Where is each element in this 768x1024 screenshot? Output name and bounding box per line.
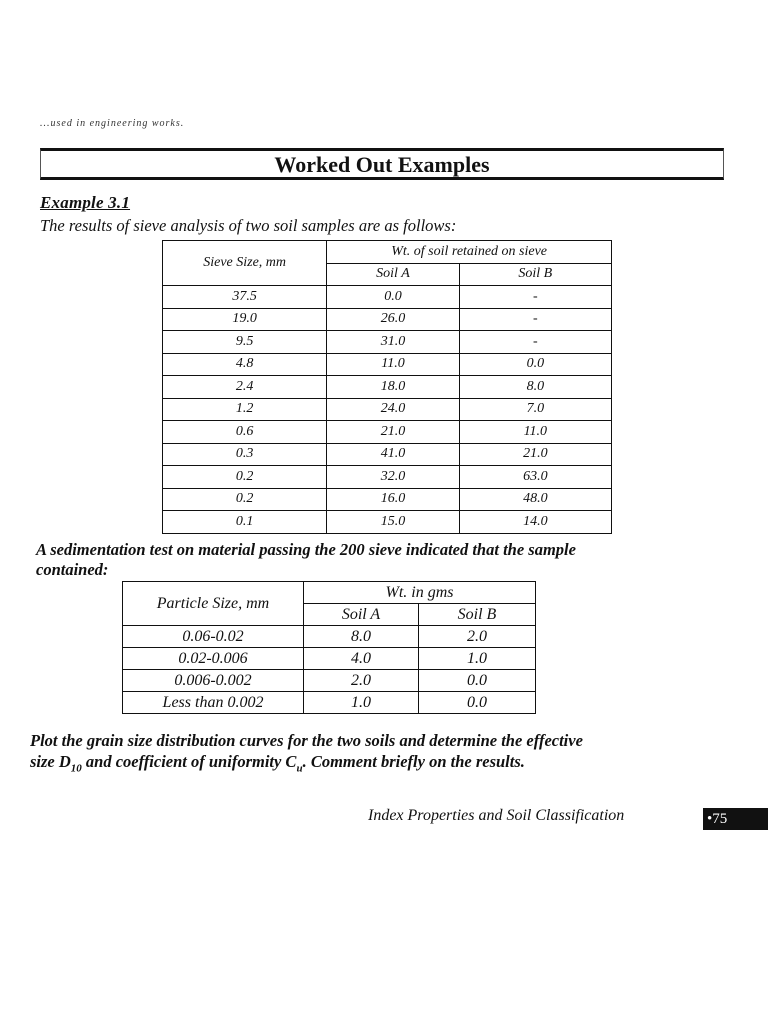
section-title: Worked Out Examples [274, 152, 490, 177]
d10-subscript: 10 [70, 762, 82, 775]
table-row [163, 308, 612, 331]
sed-table-header-row [123, 582, 536, 604]
soil-b-cell: - [459, 331, 611, 354]
soil-b-cell: 0.0 [459, 353, 611, 376]
soil-b-cell: 8.0 [459, 376, 611, 399]
sieve-table-header-row [163, 241, 612, 264]
soil-a-cell: 15.0 [327, 511, 459, 534]
header-fragment: ...used in engineering works. [40, 118, 185, 129]
footer-title: Index Properties and Soil Classification [368, 807, 625, 824]
soil-a-cell: 21.0 [327, 421, 459, 444]
soil-b-cell: - [459, 286, 611, 309]
cu-subscript: u [296, 762, 303, 775]
task-line-1: Plot the grain size distribution curves for the two soils and determine the effective [30, 731, 583, 750]
soil-b-cell: - [459, 308, 611, 331]
sieve-size-cell: 0.1 [163, 511, 327, 534]
soil-a-cell: 31.0 [327, 331, 459, 354]
soil-b-cell: 0.0 [419, 670, 536, 692]
section-title-box [40, 148, 724, 180]
soil-a-cell: 24.0 [327, 398, 459, 421]
table-row [163, 286, 612, 309]
soil-a-cell: 4.0 [304, 648, 419, 670]
sieve-soil-b-header: Soil B [459, 263, 611, 286]
table-row [163, 398, 612, 421]
sieve-size-cell: 9.5 [163, 331, 327, 354]
particle-size-header: Particle Size, mm [123, 582, 304, 626]
table-row [123, 648, 536, 670]
soil-a-cell: 11.0 [327, 353, 459, 376]
table-row [163, 353, 612, 376]
sed-soil-b-header: Soil B [419, 604, 536, 626]
example-intro: The results of sieve analysis of two soil samples are as follows: [40, 216, 457, 235]
soil-b-cell: 14.0 [459, 511, 611, 534]
sedimentation-line-1: A sedimentation test on material passing the 200 sieve indicated that the sample [36, 540, 576, 559]
table-row [163, 466, 612, 489]
sieve-size-cell: 2.4 [163, 376, 327, 399]
soil-a-cell: 8.0 [304, 626, 419, 648]
sieve-size-cell: 1.2 [163, 398, 327, 421]
soil-b-cell: 7.0 [459, 398, 611, 421]
sedimentation-line-2: contained: [36, 560, 109, 579]
soil-a-cell: 41.0 [327, 443, 459, 466]
soil-b-cell: 0.0 [419, 692, 536, 714]
soil-b-cell: 2.0 [419, 626, 536, 648]
sieve-group-header: Wt. of soil retained on sieve [327, 241, 612, 264]
sieve-soil-a-header: Soil A [327, 263, 459, 286]
task-uniformity-text: and coefficient of uniformity C [81, 752, 297, 771]
task-size-text: size D [30, 752, 71, 771]
task-line-2 [30, 752, 525, 778]
table-row [163, 376, 612, 399]
table-row [123, 670, 536, 692]
soil-a-cell: 16.0 [327, 488, 459, 511]
example-label: Example 3.1 [40, 193, 131, 212]
soil-b-cell: 63.0 [459, 466, 611, 489]
soil-a-cell: 2.0 [304, 670, 419, 692]
table-row [123, 692, 536, 714]
soil-a-cell: 32.0 [327, 466, 459, 489]
sieve-size-cell: 4.8 [163, 353, 327, 376]
sieve-size-cell: 37.5 [163, 286, 327, 309]
sieve-size-cell: 0.2 [163, 488, 327, 511]
soil-a-cell: 0.0 [327, 286, 459, 309]
sieve-size-cell: 0.2 [163, 466, 327, 489]
sieve-size-cell: 0.6 [163, 421, 327, 444]
soil-a-cell: 1.0 [304, 692, 419, 714]
sieve-analysis-table [162, 240, 612, 534]
sieve-size-cell: 19.0 [163, 308, 327, 331]
soil-b-cell: 48.0 [459, 488, 611, 511]
particle-size-cell: Less than 0.002 [123, 692, 304, 714]
table-row [163, 511, 612, 534]
sed-group-header: Wt. in gms [304, 582, 536, 604]
soil-b-cell: 11.0 [459, 421, 611, 444]
sed-soil-a-header: Soil A [304, 604, 419, 626]
soil-a-cell: 18.0 [327, 376, 459, 399]
soil-b-cell: 21.0 [459, 443, 611, 466]
particle-size-cell: 0.06-0.02 [123, 626, 304, 648]
sieve-size-header: Sieve Size, mm [163, 241, 327, 286]
particle-size-cell: 0.006-0.002 [123, 670, 304, 692]
soil-a-cell: 26.0 [327, 308, 459, 331]
table-row [123, 626, 536, 648]
task-comment-text: . Comment briefly on the results. [302, 752, 525, 771]
particle-size-cell: 0.02-0.006 [123, 648, 304, 670]
table-row [163, 443, 612, 466]
soil-b-cell: 1.0 [419, 648, 536, 670]
page-number: •75 [703, 808, 768, 830]
sieve-size-cell: 0.3 [163, 443, 327, 466]
table-row [163, 488, 612, 511]
sedimentation-table [122, 581, 536, 714]
table-row [163, 331, 612, 354]
table-row [163, 421, 612, 444]
